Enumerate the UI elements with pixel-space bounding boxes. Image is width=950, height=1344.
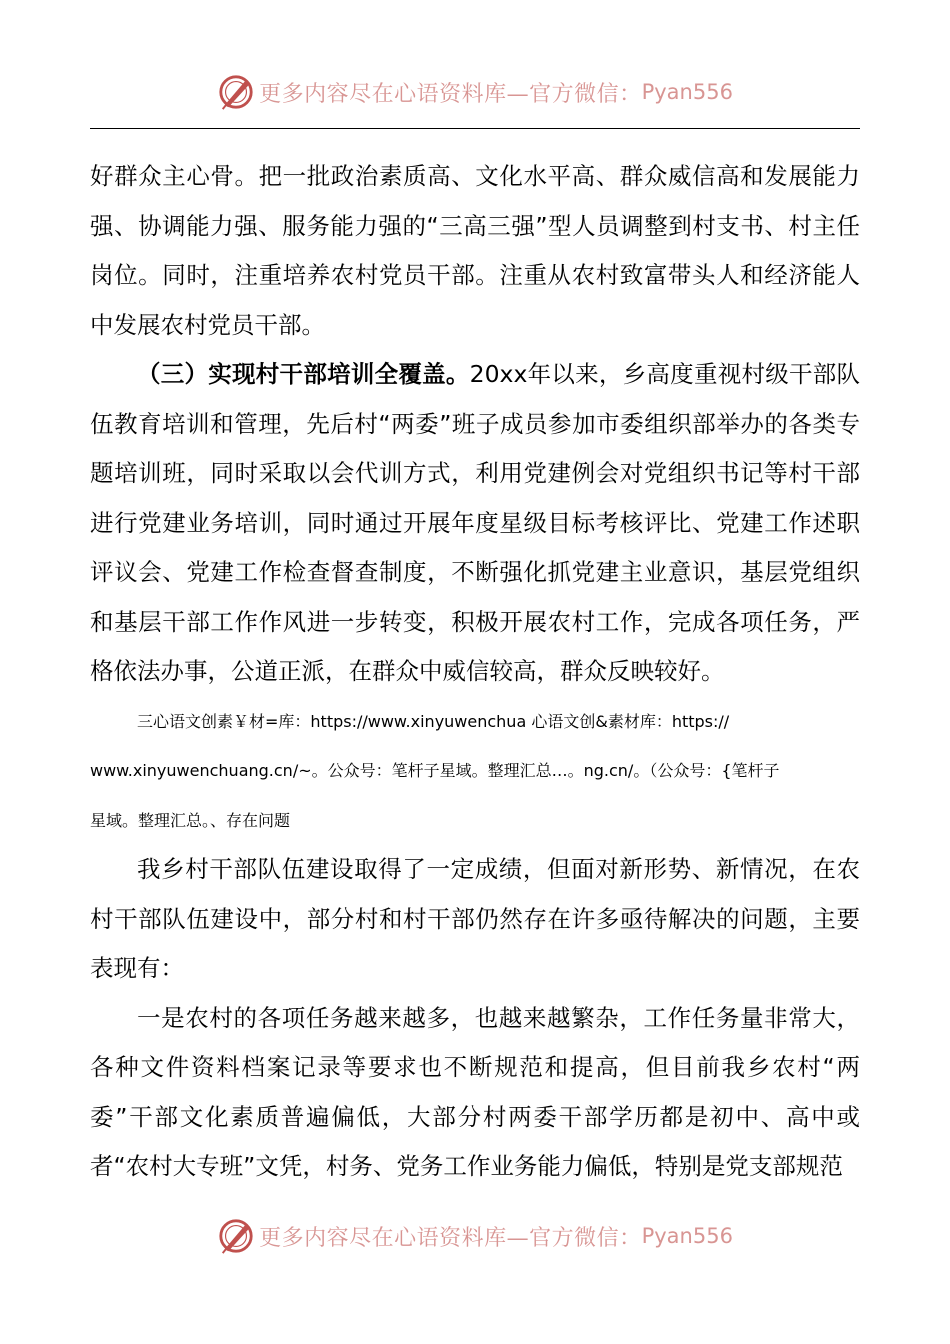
document-body [90, 152, 860, 1192]
header-banner-id: Pyan556 [641, 80, 733, 104]
paragraph-2-text: 20xx年以来，乡高度重视村级干部队伍教育培训和管理，先后村“两委”班子成员参加市委组织部举办的各类专题培训班，同时采取以会代训方式，利用党建例会对党组织书记等村干部进行党建业务培训，同时通过开展年度星级目标考核评比、党建工作述职评议会、党建工作检查督查制度，不断强化抓党建主业意识，基层党组织和基层干部工作作风进一步转变，积极开展农村工作，完成各项任务，严格依法办事，公道正派，在群众中威信较高，群众反映较好。 [90, 360, 860, 685]
paragraph-4: 一是农村的各项任务越来越多，也越来越繁杂，工作任务量非常大，各种文件资料档案记录等要求也不断规范和提高，但目前我乡农村“两委”干部文化素质普遍偏低，大部分村两委干部学历都是初中、高中或者“农村大专班”文凭，村务、党务工作业务能力偏低，特别是党支部规范 [90, 1003, 860, 1180]
header-banner-text: 更多内容尽在心语资料库—官方微信： [259, 81, 642, 107]
section-heading: （三）实现村干部培训全覆盖。 [137, 360, 470, 388]
source-note-line-1: 三心语文创素￥材=库：https://www.xinyuwenchua 心语文创&素材库：https:// [137, 711, 730, 731]
source-note-line-2: www.xinyuwenchuang.cn/~。公众号：笔杆子星域。整理汇总…。ng.cn/。（公众号：{笔杆子 [90, 761, 780, 780]
quill-logo-icon [217, 73, 255, 111]
source-note-line-3: 星域。整理汇总。、存在问题 [90, 810, 291, 830]
paragraph-1: 好群众主心骨。把一批政治素质高、文化水平高、群众威信高和发展能力强、协调能力强、服务能力强的“三高三强”型人员调整到村支书、村主任岗位。同时，注重培养农村党员干部。注重从农村致富带头人和经济能人中发展农村党员干部。 [90, 162, 860, 339]
paragraph-3: 我乡村干部队伍建设取得了一定成绩，但面对新形势、新情况，在农村干部队伍建设中，部分村和村干部仍然存在许多亟待解决的问题，主要表现有： [90, 855, 860, 982]
header-banner [0, 72, 950, 112]
quill-logo-icon [217, 1217, 255, 1255]
footer-banner [0, 1216, 950, 1256]
header-divider [90, 128, 860, 129]
paragraph-2 [90, 350, 860, 697]
footer-banner-id: Pyan556 [641, 1224, 733, 1248]
footer-banner-text: 更多内容尽在心语资料库—官方微信： [259, 1225, 642, 1251]
